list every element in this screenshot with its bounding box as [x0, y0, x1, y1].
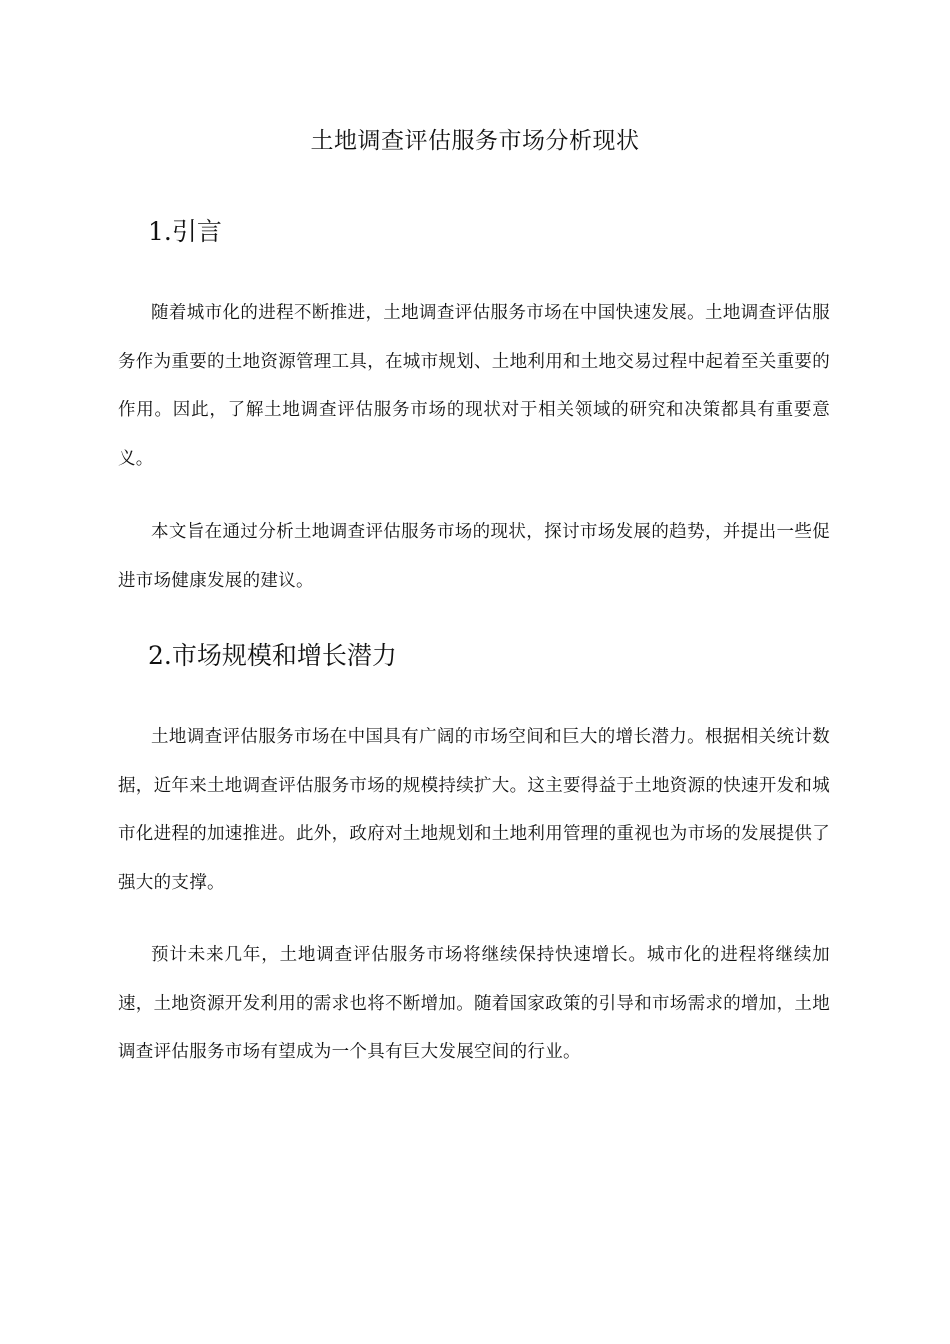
document-title: 土地调查评估服务市场分析现状 — [310, 128, 640, 154]
section-heading-market-size: 2.市场规模和增长潜力 — [148, 641, 397, 670]
paragraph-introduction-2: 本文旨在通过分析土地调查评估服务市场的现状，探讨市场发展的趋势，并提出一些促进市场健康发展的建议。 — [118, 522, 830, 591]
paragraph-market-size-1: 土地调查评估服务市场在中国具有广阔的市场空间和巨大的增长潜力。根据相关统计数据，近年来土地调查评估服务市场的规模持续扩大。这主要得益于土地资源的快速开发和城市化进程的加速推进。此外，政府对土地规划和土地利用管理的重视也为市场的发展提供了强大的支撑。 — [118, 727, 830, 893]
paragraph-introduction-1: 随着城市化的进程不断推进，土地调查评估服务市场在中国快速发展。土地调查评估服务作为重要的土地资源管理工具，在城市规划、土地利用和土地交易过程中起着至关重要的作用。因此，了解土地调查评估服务市场的现状对于相关领域的研究和决策都具有重要意义。 — [118, 303, 830, 469]
section-heading-introduction: 1.引言 — [148, 217, 222, 246]
paragraph-market-size-2: 预计未来几年，土地调查评估服务市场将继续保持快速增长。城市化的进程将继续加速，土地资源开发利用的需求也将不断增加。随着国家政策的引导和市场需求的增加，土地调查评估服务市场有望成为一个具有巨大发展空间的行业。 — [118, 945, 830, 1062]
